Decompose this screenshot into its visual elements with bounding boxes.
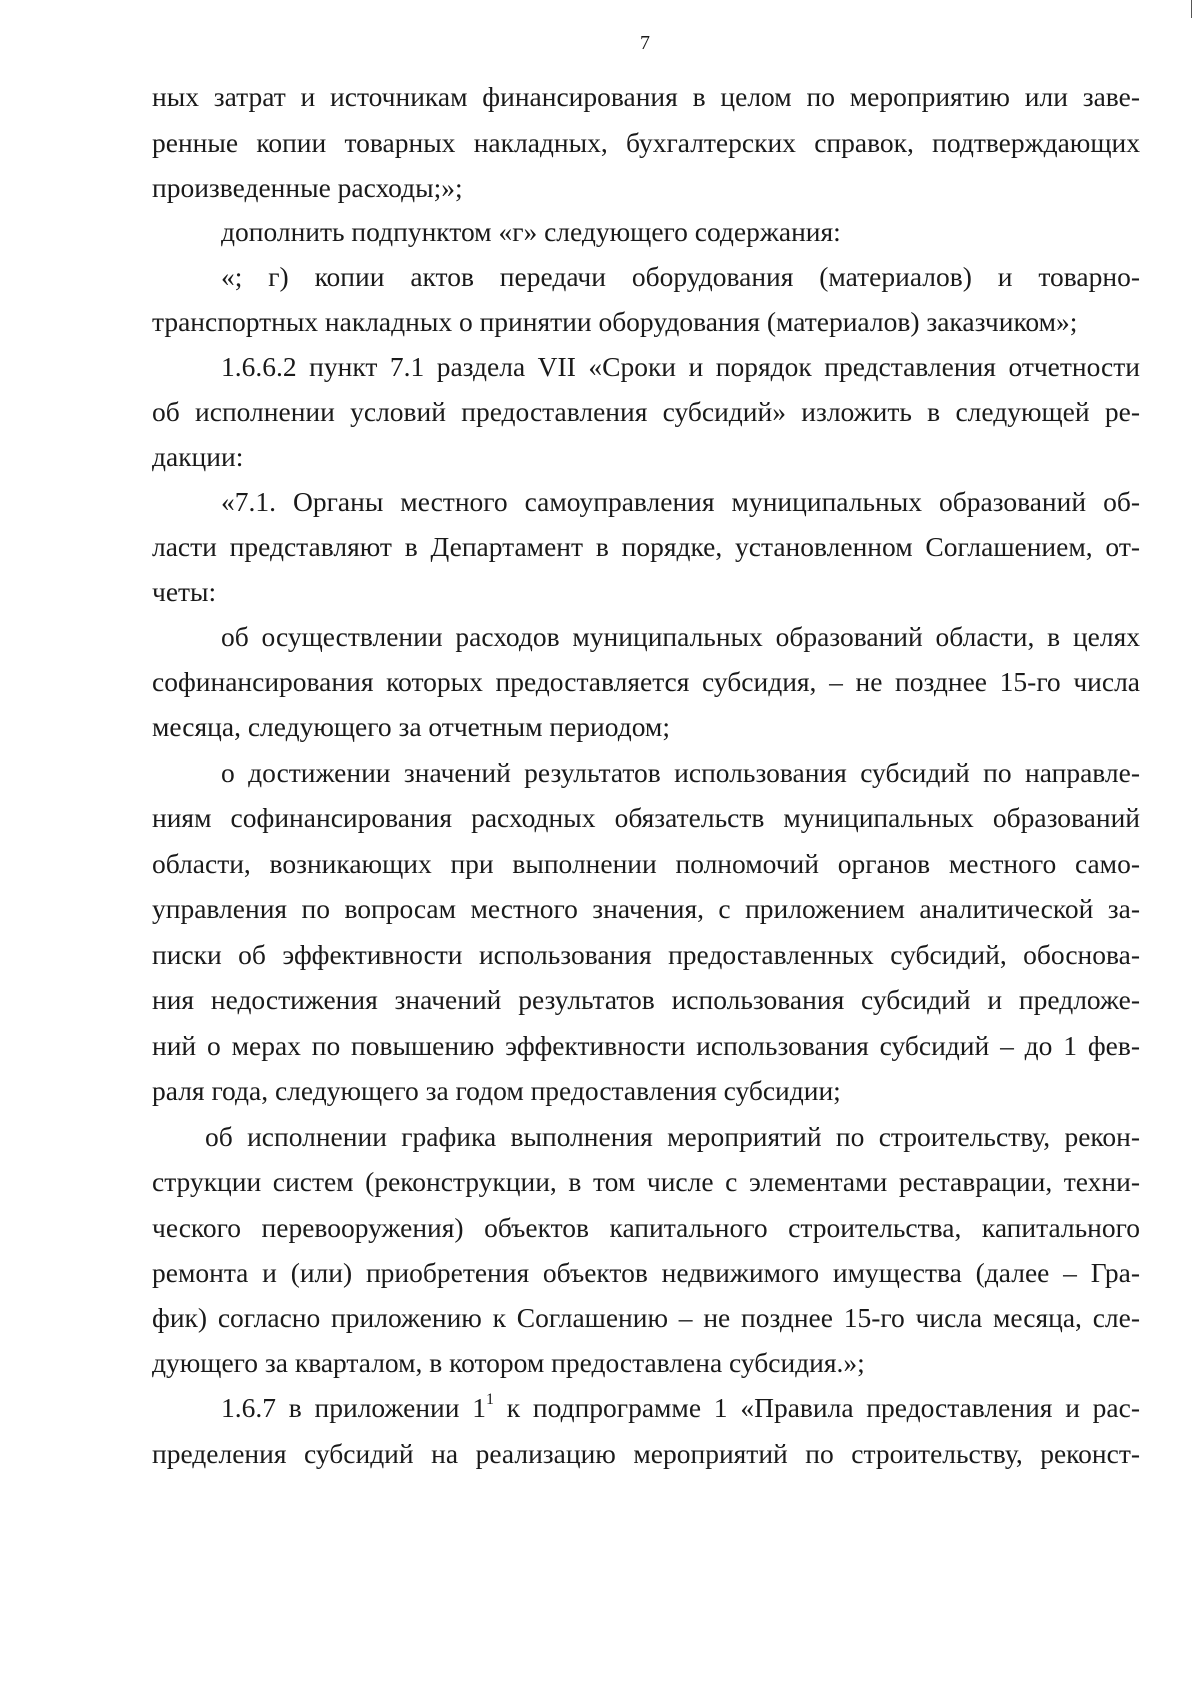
text-line-end: к подпрограмме 1 «Правила предоставления и рас- <box>494 1392 1140 1423</box>
text-line: писки об эффективности использования предоставленных субсидий, обоснова- <box>152 939 1140 970</box>
text-line: ренные копии товарных накладных, бухгалтерских справок, подтверждающих <box>152 127 1140 158</box>
text-line: управления по вопросам местного значения, с приложением аналитической за- <box>152 893 1140 924</box>
text-line: области, возникающих при выполнении полномочий органов местного само- <box>152 848 1140 879</box>
text-line: струкции систем (реконструкции, в том числе с элементами реставрации, техни- <box>152 1166 1140 1197</box>
page-number: 7 <box>640 32 650 54</box>
text-line: ремонта и (или) приобретения объектов недвижимого имущества (далее – Гра- <box>152 1257 1140 1288</box>
text-line: ний о мерах по повышению эффективности использования субсидий – до 1 фев- <box>152 1030 1140 1061</box>
text-line: месяца, следующего за отчетным периодом; <box>152 711 670 742</box>
text-line: дополнить подпунктом «г» следующего содержания: <box>221 216 841 247</box>
text-line: ния недостижения значений результатов использования субсидий и предложе- <box>152 984 1140 1015</box>
text-line: фик) согласно приложению к Соглашению – не позднее 15-го числа месяца, сле- <box>152 1302 1140 1333</box>
text-line: «7.1. Органы местного самоуправления муниципальных образований об- <box>221 486 1140 517</box>
text-line: «; г) копии актов передачи оборудования (материалов) и товарно- <box>221 261 1140 292</box>
text-line: 1.6.6.2 пункт 7.1 раздела VII «Сроки и порядок представления отчетности <box>221 351 1140 382</box>
text-line: ласти представляют в Департамент в порядке, установленном Соглашением, от- <box>152 531 1140 562</box>
text-line: об исполнении графика выполнения мероприятий по строительству, рекон- <box>205 1121 1140 1152</box>
text-line: пределения субсидий на реализацию мероприятий по строительству, реконст- <box>152 1438 1140 1469</box>
text-line: об исполнении условий предоставления субсидий» изложить в следующей ре- <box>152 396 1140 427</box>
text-line: ческого перевооружения) объектов капитального строительства, капитального <box>152 1212 1140 1243</box>
superscript: 1 <box>486 1391 495 1408</box>
text-line: ных затрат и источникам финансирования в целом по мероприятию или заве- <box>152 81 1140 112</box>
text-line: четы: <box>152 576 217 607</box>
text-line: ниям софинансирования расходных обязательств муниципальных образований <box>152 802 1140 833</box>
text-line-start: 1.6.7 в приложении $1^1$ <box>221 1391 495 1423</box>
text-line: транспортных накладных о принятии оборудования (материалов) заказчиком»; <box>152 306 1078 337</box>
scan-mark <box>1191 0 1192 18</box>
text-line: раля года, следующего за годом предоставления субсидии; <box>152 1075 841 1106</box>
text-line: дакции: <box>152 441 244 472</box>
text-line: произведенные расходы;»; <box>152 172 463 203</box>
text-line: о достижении значений результатов использования субсидий по направле- <box>221 757 1140 788</box>
text-line: дующего за кварталом, в котором предоставлена субсидия.»; <box>152 1347 865 1378</box>
text-line <box>221 1390 1140 1426</box>
text-line: софинансирования которых предоставляется субсидия, – не позднее 15-го числа <box>152 666 1140 697</box>
text-line: об осуществлении расходов муниципальных образований области, в целях <box>221 621 1140 652</box>
